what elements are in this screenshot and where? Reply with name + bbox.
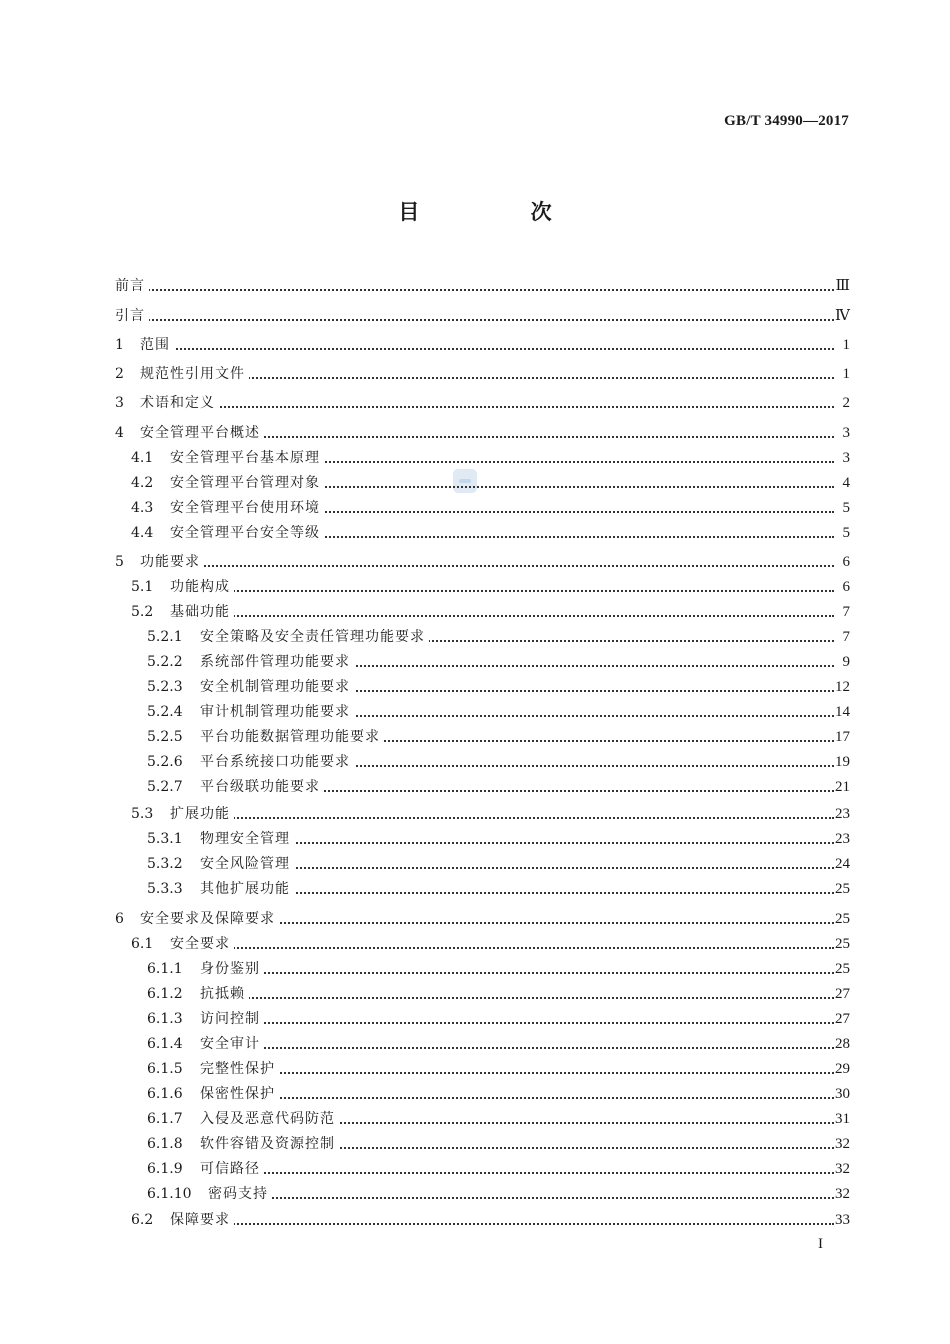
toc-entry-number: 6.1.1 <box>147 961 183 977</box>
toc-entry[interactable] <box>0 498 950 518</box>
toc-entry[interactable] <box>0 627 950 647</box>
toc-entry-page: 5 <box>842 525 850 541</box>
toc-entry-number: 4 <box>115 425 124 441</box>
toc-entry-number: 5.2.2 <box>147 654 183 670</box>
toc-entry-page: Ⅲ <box>835 278 850 294</box>
toc-entry[interactable] <box>0 1184 950 1204</box>
toc-dot-leader <box>170 817 834 819</box>
toc-entry-page: 25 <box>835 961 850 977</box>
toc-entry-label: 安全管理平台概述 <box>140 423 264 443</box>
toc-entry-number: 6.1.4 <box>147 1036 183 1052</box>
toc-entry[interactable] <box>0 879 950 899</box>
toc-entry-number: 6.2 <box>131 1212 154 1228</box>
toc-entry-number: 6.1.10 <box>147 1186 192 1202</box>
toc-entry-number: 5.3.2 <box>147 856 183 872</box>
toc-dot-leader <box>170 615 834 617</box>
toc-entry-page: 27 <box>835 1011 850 1027</box>
toc-dot-leader <box>200 1097 834 1099</box>
toc-dot-leader <box>208 1197 834 1199</box>
toc-entry-page: 24 <box>835 856 850 872</box>
toc-entry[interactable] <box>0 752 950 772</box>
toc-entry-page: 3 <box>842 425 850 441</box>
toc-entry-number: 5.2.4 <box>147 704 183 720</box>
standard-code: GB/T 34990—2017 <box>724 113 849 129</box>
toc-entry-page: 30 <box>835 1086 850 1102</box>
toc-entry[interactable] <box>0 306 950 326</box>
toc-entry-label: 物理安全管理 <box>200 829 294 849</box>
toc-entry-label: 安全管理平台使用环境 <box>170 498 324 518</box>
toc-entry-number: 6.1.8 <box>147 1136 183 1152</box>
toc-entry-label: 范围 <box>140 335 174 355</box>
toc-entry-label: 安全机制管理功能要求 <box>200 677 354 697</box>
toc-dot-leader <box>170 590 834 592</box>
toc-entry-page: 25 <box>835 936 850 952</box>
toc-entry[interactable] <box>0 276 950 296</box>
toc-entry-label: 抗抵赖 <box>200 984 249 1004</box>
toc-entry[interactable] <box>0 552 950 572</box>
toc-entry-number: 6.1.3 <box>147 1011 183 1027</box>
toc-entry-label: 可信路径 <box>200 1159 264 1179</box>
toc-entry-label: 密码支持 <box>208 1184 272 1204</box>
toc-dot-leader <box>140 565 834 567</box>
toc-entry[interactable] <box>0 335 950 355</box>
toc-entry-number: 5.3.3 <box>147 881 183 897</box>
toc-entry-number: 6.1.7 <box>147 1111 183 1127</box>
toc-entry-page: 25 <box>835 881 850 897</box>
toc-entry-page: 29 <box>835 1061 850 1077</box>
toc-dot-leader <box>200 892 834 894</box>
toc-dot-leader <box>140 406 834 408</box>
toc-entry-number: 4.1 <box>131 450 154 466</box>
toc-entry-page: 27 <box>835 986 850 1002</box>
toc-entry-label: 访问控制 <box>200 1009 264 1029</box>
toc-entry-number: 4.4 <box>131 525 154 541</box>
toc-entry[interactable] <box>0 602 950 622</box>
toc-entry-page: 33 <box>835 1212 850 1228</box>
toc-entry-label: 功能构成 <box>170 577 234 597</box>
toc-entry-page: 1 <box>842 366 850 382</box>
toc-dot-leader <box>200 842 834 844</box>
toc-entry-number: 6.1.9 <box>147 1161 183 1177</box>
toc-entry[interactable] <box>0 702 950 722</box>
toc-entry-label: 平台功能数据管理功能要求 <box>200 727 384 747</box>
toc-entry-number: 6.1.5 <box>147 1061 183 1077</box>
toc-entry-number: 4.2 <box>131 475 154 491</box>
toc-entry-page: 6 <box>842 579 850 595</box>
toc-entry-label: 安全管理平台管理对象 <box>170 473 324 493</box>
toc-entry-number: 5.3 <box>131 806 154 822</box>
toc-entry[interactable] <box>0 1109 950 1129</box>
toc-entry-number: 5.2.1 <box>147 629 183 645</box>
toc-dot-leader <box>200 1022 834 1024</box>
toc-entry-number: 4.3 <box>131 500 154 516</box>
toc-entry[interactable] <box>0 984 950 1004</box>
toc-entry[interactable] <box>0 1059 950 1079</box>
toc-entry-number: 5.2 <box>131 604 154 620</box>
toc-entry[interactable] <box>0 727 950 747</box>
toc-entry-number: 5.2.5 <box>147 729 183 745</box>
toc-entry-label: 安全要求 <box>170 934 234 954</box>
toc-entry-label: 安全风险管理 <box>200 854 294 874</box>
toc-entry-label: 平台系统接口功能要求 <box>200 752 354 772</box>
toc-entry[interactable] <box>0 1009 950 1029</box>
toc-dot-leader <box>115 319 834 321</box>
toc-entry[interactable] <box>0 934 950 954</box>
toc-entry-page: 3 <box>842 450 850 466</box>
toc-entry-number: 5.3.1 <box>147 831 183 847</box>
toc-entry-label: 引言 <box>115 306 149 326</box>
toc-entry-number: 6.1 <box>131 936 154 952</box>
toc-entry-label: 保密性保护 <box>200 1084 279 1104</box>
toc-entry[interactable] <box>0 959 950 979</box>
toc-entry-label: 完整性保护 <box>200 1059 279 1079</box>
toc-entry-page: 19 <box>835 754 850 770</box>
toc-entry-number: 6 <box>115 911 124 927</box>
toc-entry-page: 28 <box>835 1036 850 1052</box>
toc-entry[interactable] <box>0 652 950 672</box>
toc-entry[interactable] <box>0 854 950 874</box>
toc-entry-page: 7 <box>842 604 850 620</box>
toc-dot-leader <box>200 867 834 869</box>
toc-entry-label: 前言 <box>115 276 149 296</box>
toc-entry-page: 9 <box>842 654 850 670</box>
toc-entry-page: Ⅳ <box>835 308 850 324</box>
toc-entry[interactable] <box>0 1134 950 1154</box>
toc-entry-page: 6 <box>842 554 850 570</box>
toc-entry-label: 平台级联功能要求 <box>200 777 324 797</box>
toc-entry[interactable] <box>0 423 950 443</box>
toc-entry[interactable] <box>0 1034 950 1054</box>
toc-entry-page: 25 <box>835 911 850 927</box>
toc-entry-page: 1 <box>842 337 850 353</box>
toc-entry[interactable] <box>0 577 950 597</box>
toc-entry-page: 31 <box>835 1111 850 1127</box>
toc-entry-page: 5 <box>842 500 850 516</box>
toc-entry[interactable] <box>0 364 950 384</box>
toc-entry[interactable] <box>0 677 950 697</box>
toc-entry-label: 保障要求 <box>170 1210 234 1230</box>
toc-entry-label: 软件容错及资源控制 <box>200 1134 339 1154</box>
toc-entry[interactable] <box>0 909 950 929</box>
toc-entry-page: 17 <box>835 729 850 745</box>
toc-entry-label: 安全管理平台安全等级 <box>170 523 324 543</box>
toc-entry-label: 系统部件管理功能要求 <box>200 652 354 672</box>
toc-entry-number: 5.2.6 <box>147 754 183 770</box>
toc-entry-label: 审计机制管理功能要求 <box>200 702 354 722</box>
toc-dot-leader <box>200 972 834 974</box>
toc-entry-label: 安全策略及安全责任管理功能要求 <box>200 627 429 647</box>
toc-entry[interactable] <box>0 1210 950 1230</box>
toc-entry-number: 5.1 <box>131 579 154 595</box>
toc-entry-page: 12 <box>835 679 850 695</box>
toc-entry-label: 术语和定义 <box>140 393 219 413</box>
toc-dot-leader <box>200 997 834 999</box>
toc-entry-page: 32 <box>835 1186 850 1202</box>
toc-entry[interactable] <box>0 829 950 849</box>
toc-entry-page: 14 <box>835 704 850 720</box>
toc-entry-page: 21 <box>835 779 850 795</box>
toc-entry-page: 4 <box>842 475 850 491</box>
toc-dot-leader <box>140 348 834 350</box>
toc-entry-number: 5.2.3 <box>147 679 183 695</box>
toc-entry-number: 6.1.2 <box>147 986 183 1002</box>
toc-entry[interactable] <box>0 1084 950 1104</box>
toc-entry[interactable] <box>0 777 950 797</box>
toc-entry-page: 23 <box>835 806 850 822</box>
toc-entry-label: 基础功能 <box>170 602 234 622</box>
toc-entry[interactable] <box>0 448 950 468</box>
toc-entry-label: 身份鉴别 <box>200 959 264 979</box>
toc-dot-leader <box>170 947 834 949</box>
page-title: 目 次 <box>398 200 604 224</box>
toc-entry-label: 安全管理平台基本原理 <box>170 448 324 468</box>
toc-entry[interactable] <box>0 473 950 493</box>
toc-entry-label: 其他扩展功能 <box>200 879 294 899</box>
toc-entry-page: 32 <box>835 1161 850 1177</box>
toc-entry-label: 入侵及恶意代码防范 <box>200 1109 339 1129</box>
toc-entry-page: 23 <box>835 831 850 847</box>
toc-entry[interactable] <box>0 1159 950 1179</box>
toc-entry-label: 功能要求 <box>140 552 204 572</box>
toc-entry-label: 安全要求及保障要求 <box>140 909 279 929</box>
toc-entry[interactable] <box>0 393 950 413</box>
toc-dot-leader <box>200 1047 834 1049</box>
page-number: I <box>818 1236 823 1252</box>
toc-dot-leader <box>200 1072 834 1074</box>
toc-entry-label: 扩展功能 <box>170 804 234 824</box>
toc-entry-page: 32 <box>835 1136 850 1152</box>
toc-entry-page: 2 <box>842 395 850 411</box>
toc-entry-number: 5.2.7 <box>147 779 183 795</box>
toc-entry-number: 3 <box>115 395 124 411</box>
toc-entry-number: 2 <box>115 366 124 382</box>
toc-entry-label: 规范性引用文件 <box>140 364 249 384</box>
toc-entry[interactable] <box>0 804 950 824</box>
toc-entry-number: 5 <box>115 554 124 570</box>
toc-entry-number: 6.1.6 <box>147 1086 183 1102</box>
toc-dot-leader <box>115 289 834 291</box>
toc-entry-page: 7 <box>842 629 850 645</box>
toc-entry[interactable] <box>0 523 950 543</box>
toc-dot-leader <box>170 1223 834 1225</box>
toc-entry-label: 安全审计 <box>200 1034 264 1054</box>
toc-dot-leader <box>200 1172 834 1174</box>
toc-entry-number: 1 <box>115 337 124 353</box>
